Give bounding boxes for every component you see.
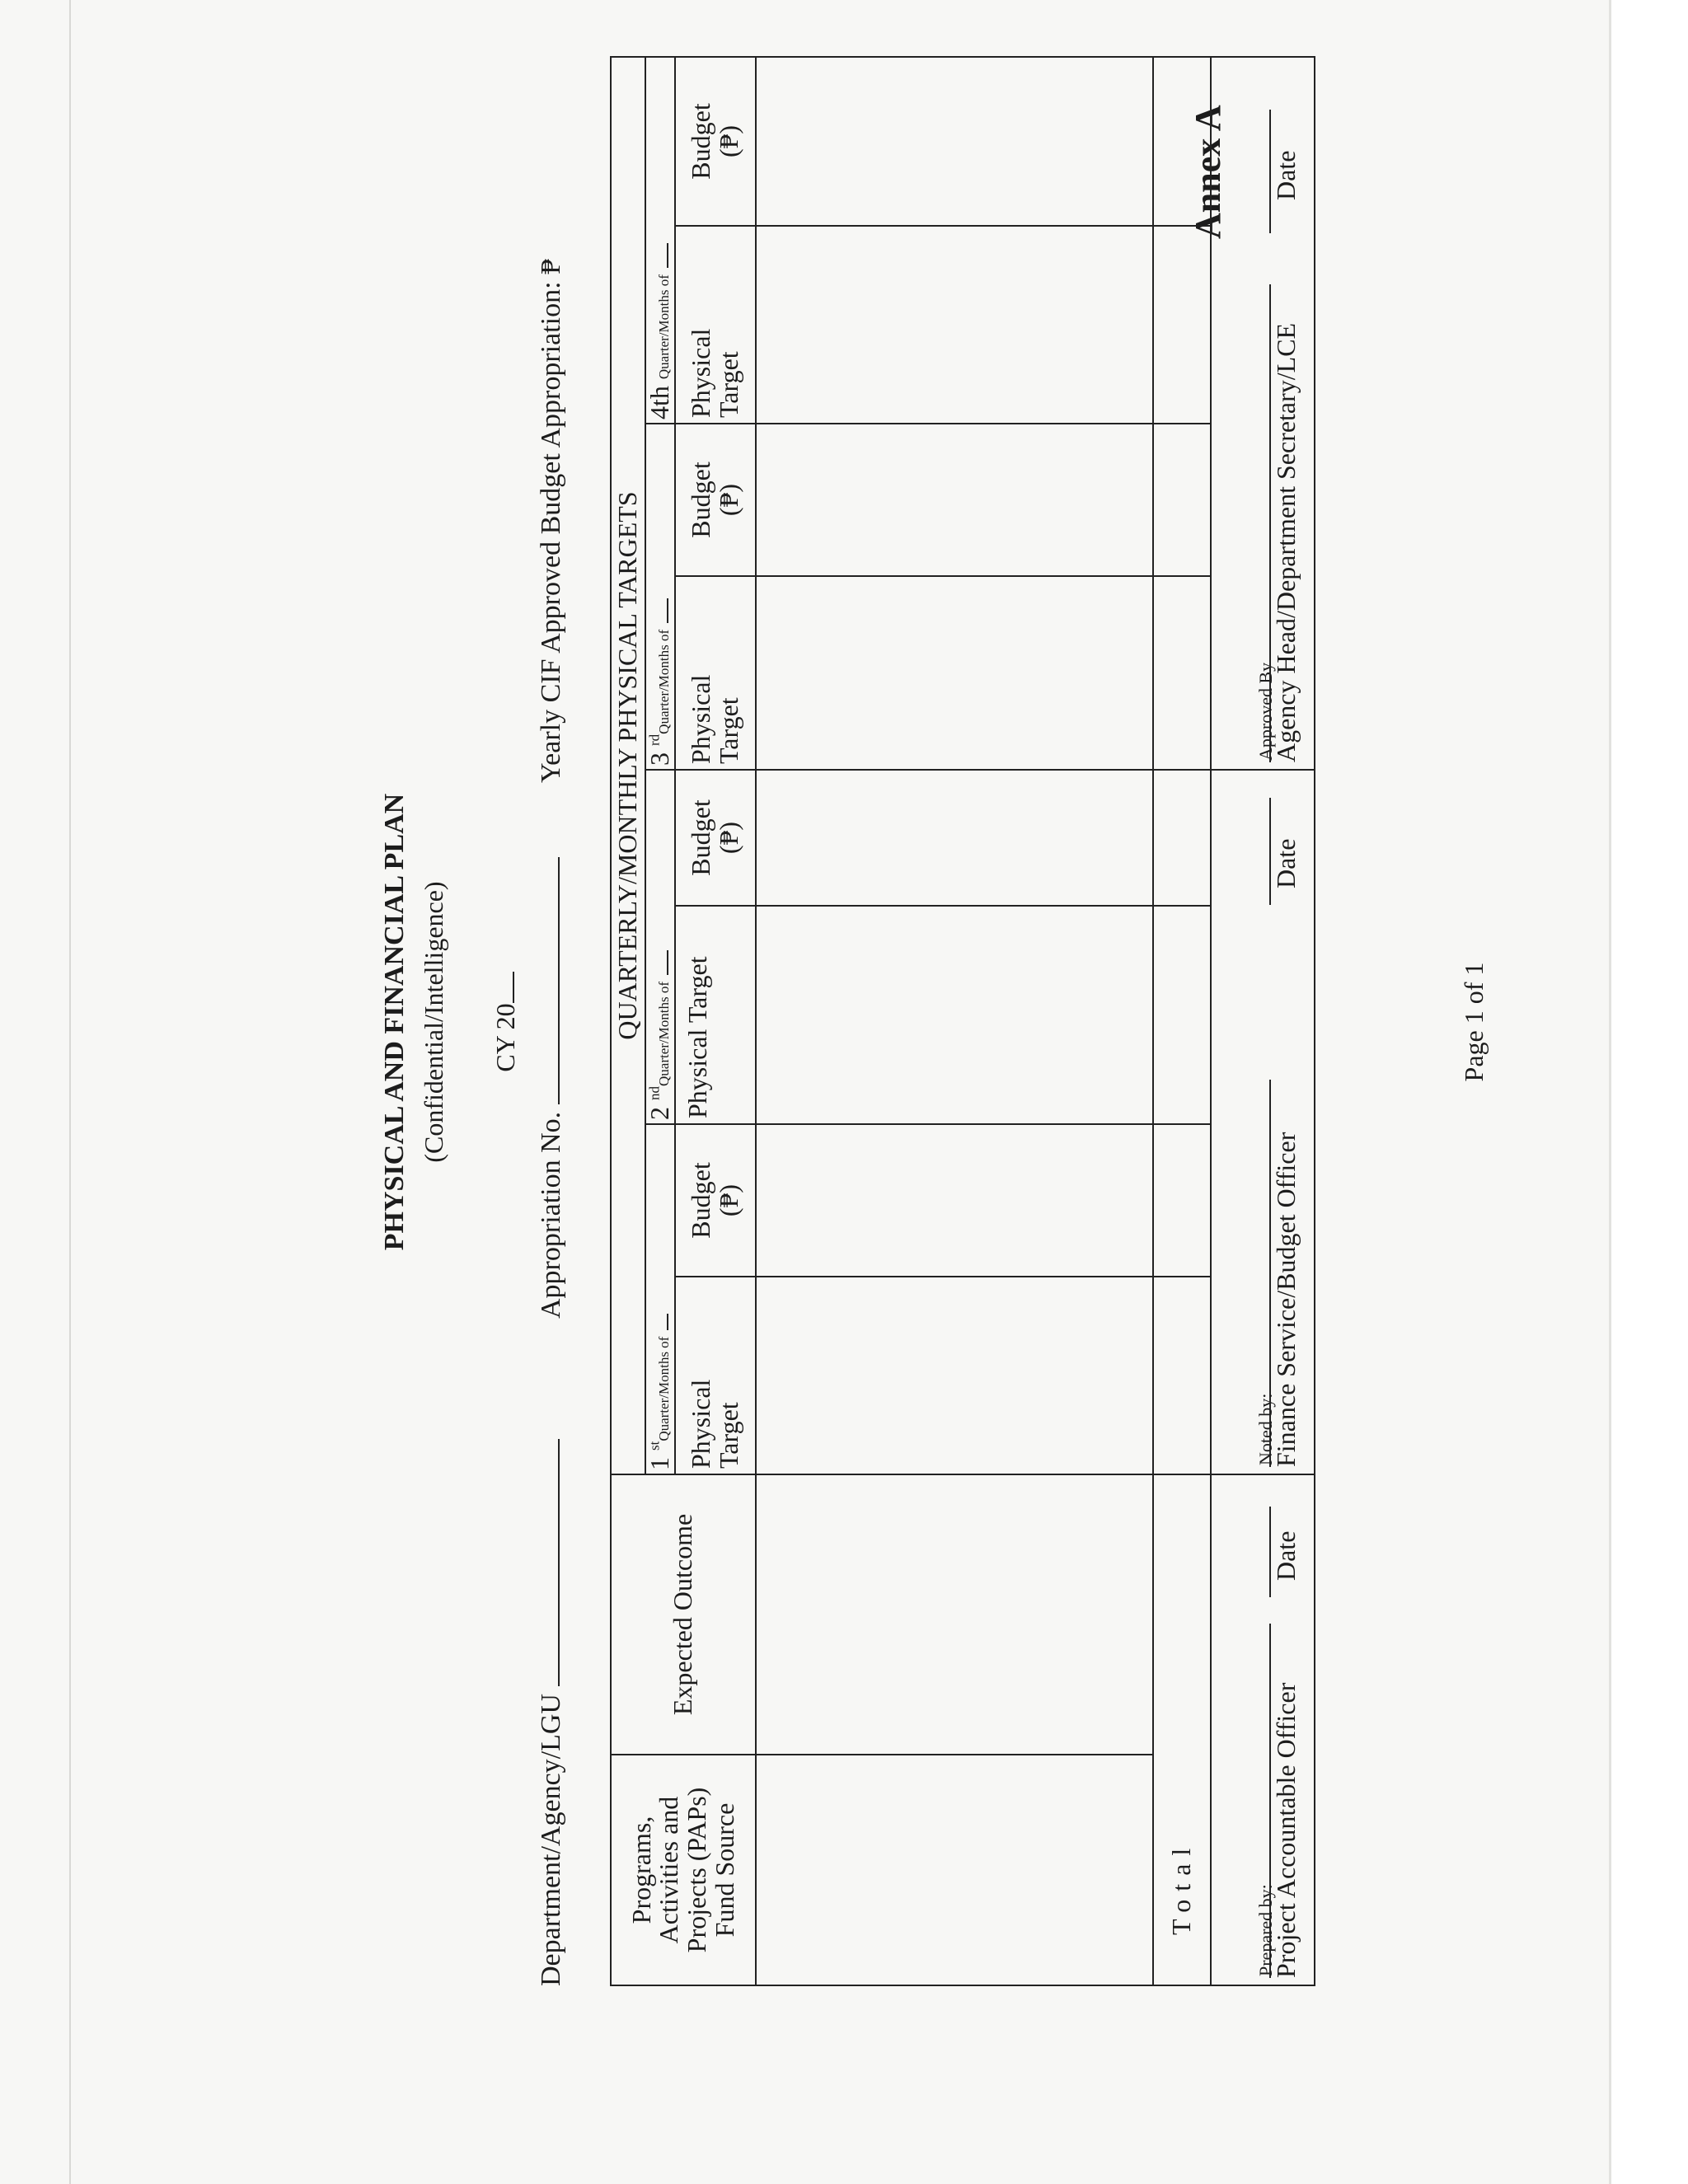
table-row [756, 57, 1153, 1985]
calendar-year [490, 33, 521, 2011]
appropriation-label: Appropriation No. [536, 1111, 566, 1319]
pap-header [611, 1755, 756, 1985]
q1-pt-line-1: Physical [686, 1379, 716, 1469]
q1-budget-line-1: Budget [686, 1162, 716, 1239]
quarterly-targets-header: QUARTERLY/MONTHLY PHYSICAL TARGETS [611, 57, 645, 1474]
q2-physical-target-cell[interactable] [756, 906, 1153, 1124]
approved-by-label: Approved By [1255, 662, 1277, 761]
q2-sup: nd [646, 1086, 663, 1100]
q2-budget-line-2: (₱) [714, 821, 743, 855]
pap-header-line-3: Projects (PAPs) [682, 1787, 711, 1953]
q1-physical-target-header [675, 1277, 756, 1474]
quarter-2-label [645, 770, 675, 1124]
q2-suffix: Quarter/Months of [656, 981, 673, 1086]
q4-physical-total[interactable] [1153, 226, 1211, 424]
landscape-sheet [288, 33, 1607, 2011]
q4-physical-target-header [675, 226, 756, 424]
q1-suffix: Quarter/Months of [656, 1336, 673, 1441]
cy-label: CY 20 [490, 1003, 520, 1072]
q1-sup: st [646, 1441, 663, 1451]
q2-physical-total[interactable] [1153, 906, 1211, 1124]
annex-label: Annex A [1188, 105, 1228, 239]
q4-budget-total[interactable] [1153, 57, 1211, 226]
yearly-budget-label: Yearly CIF Approved Budget Appropriation: [536, 281, 566, 783]
q4-budget-line-1: Budget [686, 103, 716, 180]
department-label: Department/Agency/LGU [536, 1694, 566, 1986]
appropriation-field [536, 857, 567, 1319]
yearly-budget-field [536, 259, 567, 783]
q4-pt-line-1: Physical [686, 328, 716, 418]
noted-by-label: Noted by: [1255, 1393, 1277, 1465]
finance-officer-label: Finance Service/Budget Officer [1271, 1132, 1301, 1467]
q3-pt-line-1: Physical [686, 674, 716, 764]
q1-blank[interactable] [667, 1314, 668, 1330]
department-blank[interactable] [558, 1440, 560, 1687]
q1-budget-line-2: (₱) [714, 1183, 743, 1217]
agency-head-label: Agency Head/Department Secretary/LCE [1271, 322, 1301, 762]
q4-blank[interactable] [667, 243, 668, 268]
form-title: PHYSICAL AND FINANCIAL PLAN [379, 793, 410, 1251]
q3-physical-target-cell[interactable] [756, 576, 1153, 770]
quarter-1-label [645, 1124, 675, 1474]
q1-budget-total[interactable] [1153, 1124, 1211, 1277]
cy-blank[interactable] [513, 972, 514, 1003]
q1-budget-cell[interactable] [756, 1124, 1153, 1277]
q1-budget-header [675, 1124, 756, 1277]
q3-budget-header [675, 424, 756, 576]
page-number: Page 1 of 1 [1459, 962, 1489, 1082]
q3-physical-total[interactable] [1153, 576, 1211, 770]
q3-pt-line-2: Target [714, 697, 743, 764]
pap-cell[interactable] [756, 1755, 1153, 1985]
q3-blank[interactable] [667, 598, 668, 623]
plan-table [610, 56, 1315, 1986]
pap-header-line-1: Programs, [626, 1816, 656, 1924]
q3-budget-line-1: Budget [686, 462, 716, 538]
department-field [536, 1440, 567, 1987]
q3-budget-line-2: (₱) [714, 483, 743, 517]
prepared-by-block [1211, 1474, 1315, 1985]
noted-by-date-label: Date [1271, 838, 1301, 888]
total-label: Total [1153, 1474, 1211, 1985]
quarter-4-label [645, 57, 675, 424]
pap-header-line-4: Fund Source [709, 1802, 739, 1938]
q4-pt-line-2: Target [714, 351, 743, 418]
approved-by-date-label: Date [1271, 150, 1301, 200]
q4-physical-target-cell[interactable] [756, 226, 1153, 424]
total-row [1153, 57, 1211, 1985]
q4-budget-line-2: (₱) [714, 124, 743, 158]
q3-suffix: Quarter/Months of [656, 629, 673, 734]
project-officer-label: Project Accountable Officer [1271, 1682, 1301, 1978]
q1-physical-total[interactable] [1153, 1277, 1211, 1474]
q2-budget-total[interactable] [1153, 770, 1211, 906]
q3-num: 3 [645, 752, 675, 766]
q3-budget-total[interactable] [1153, 424, 1211, 576]
q2-budget-cell[interactable] [756, 770, 1153, 906]
q2-num: 2 [645, 1107, 675, 1120]
quarter-3-label [645, 424, 675, 770]
q1-num: 1 [645, 1457, 675, 1470]
scan-edge-left [69, 0, 71, 2184]
signature-row [1211, 57, 1315, 1985]
q1-pt-line-2: Target [714, 1402, 743, 1469]
q4-num: 4th [645, 386, 675, 419]
q4-budget-header [675, 57, 756, 226]
q3-budget-cell[interactable] [756, 424, 1153, 576]
form-subtitle: (Confidential/Intelligence) [419, 881, 448, 1163]
q4-budget-cell[interactable] [756, 57, 1153, 226]
appropriation-blank[interactable] [558, 857, 560, 1104]
prepared-by-date-label: Date [1271, 1530, 1301, 1581]
q2-budget-header [675, 770, 756, 906]
prepared-by-label: Prepared by: [1255, 1884, 1277, 1976]
q3-physical-target-header [675, 576, 756, 770]
noted-by-signature-line[interactable] [1269, 1080, 1271, 1467]
pap-header-line-2: Activities and [654, 1796, 684, 1944]
q1-physical-target-cell[interactable] [756, 1277, 1153, 1474]
approved-by-block [1211, 57, 1315, 770]
expected-outcome-header: Expected Outcome [611, 1474, 756, 1755]
q2-budget-line-1: Budget [686, 799, 716, 876]
expected-outcome-cell[interactable] [756, 1474, 1153, 1755]
q2-blank[interactable] [667, 950, 668, 975]
noted-by-block [1211, 770, 1315, 1474]
q3-sup: rd [646, 733, 663, 746]
q4-suffix: Quarter/Months of [656, 274, 673, 380]
q2-physical-target-header: Physical Target [675, 906, 756, 1124]
peso-sign: ₱ [536, 259, 566, 274]
scan-margin-right [1611, 0, 1688, 2184]
